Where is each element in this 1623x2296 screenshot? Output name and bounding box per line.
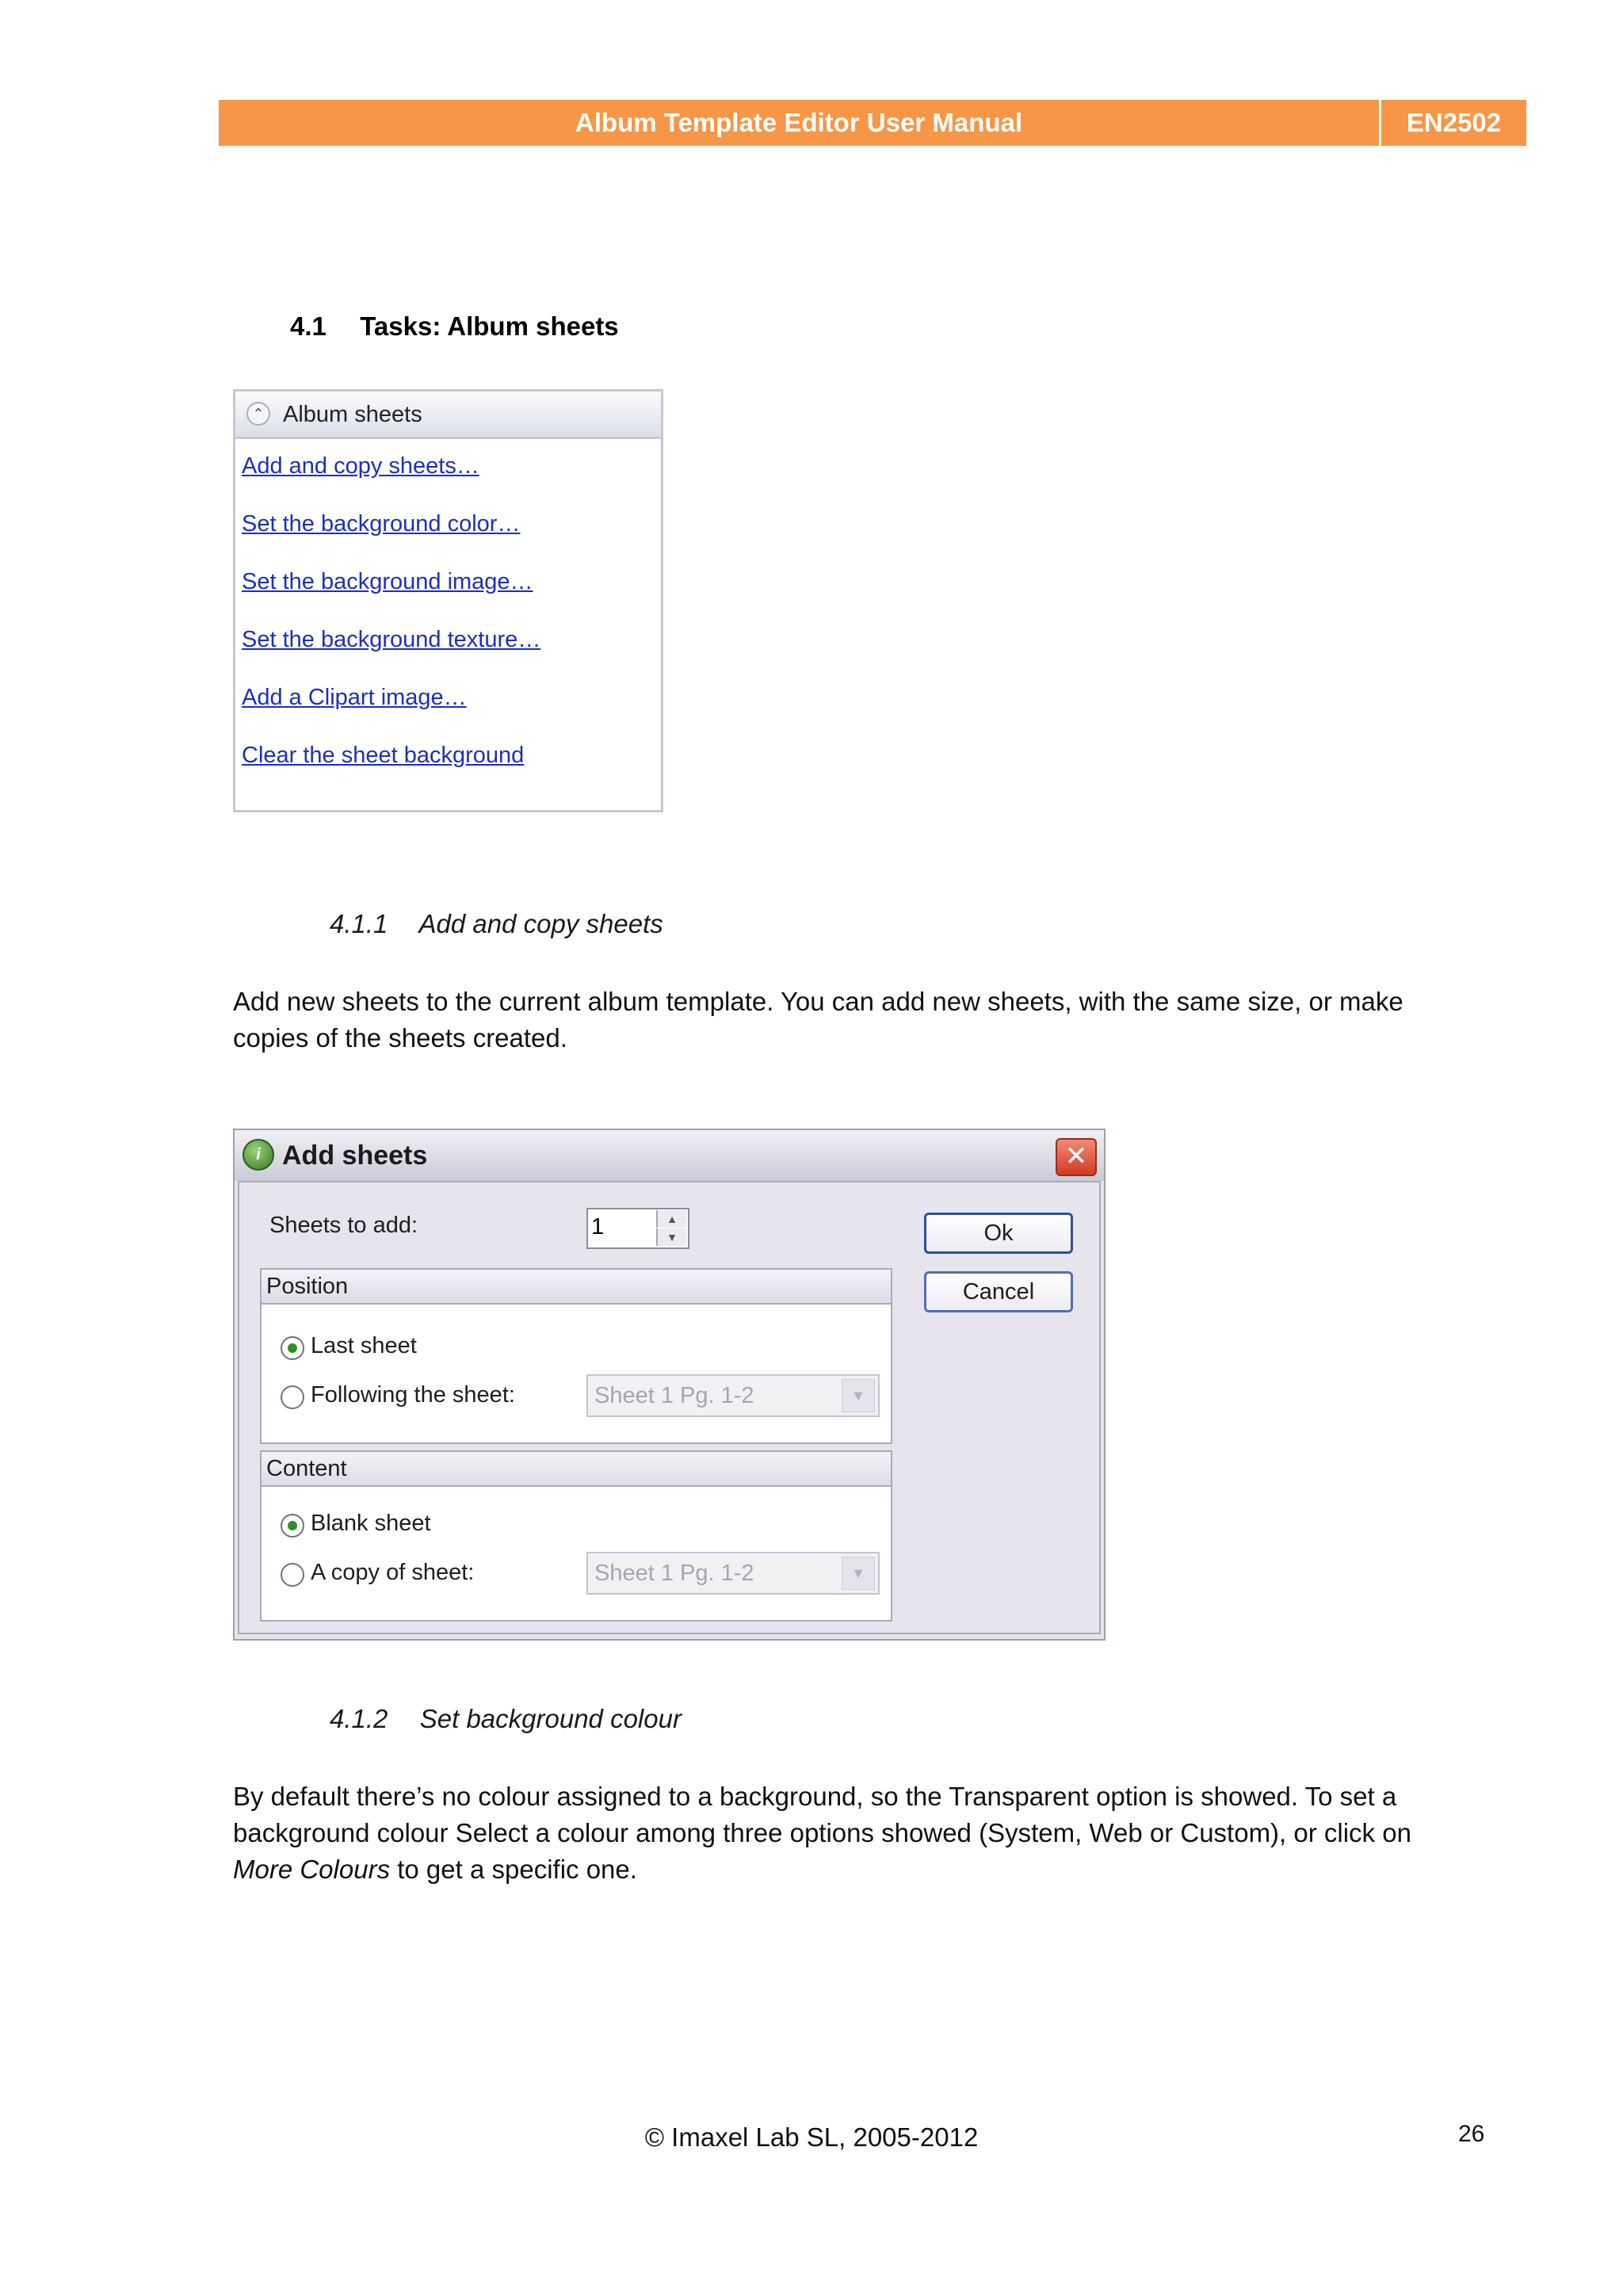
position-group-header	[262, 1270, 891, 1305]
paragraph-line: Add new sheets to the current album template. You can add new sheets, with the same size, or make	[233, 987, 1403, 1016]
paragraph-line: By default there’s no colour assigned to a background, so the Transparent option is showed. To set a	[233, 1782, 1397, 1811]
sheets-to-add-value[interactable]: 1	[591, 1214, 605, 1240]
radio-copy-of-sheet[interactable]	[281, 1563, 304, 1587]
sheets-to-add-label: Sheets to add:	[269, 1213, 418, 1238]
add-sheets-dialog	[233, 1129, 1106, 1641]
section-number: 4.1	[290, 311, 327, 341]
section-title: Tasks: Album sheets	[360, 311, 619, 341]
paragraph-line: copies of the sheets created.	[233, 1023, 567, 1052]
subsection-title: Set background colour	[419, 1704, 682, 1733]
album-sheets-panel	[233, 389, 663, 812]
app-logo-icon: i	[242, 1139, 274, 1171]
header-document-code: EN2502	[1406, 108, 1502, 137]
subsection-title: Add and copy sheets	[418, 909, 663, 938]
radio-following-sheet-label[interactable]: Following the sheet:	[311, 1382, 515, 1408]
collapse-chevron-icon[interactable]: ⌃	[246, 402, 270, 426]
radio-blank-sheet-label[interactable]: Blank sheet	[311, 1511, 431, 1536]
link-set-background-texture[interactable]: Set the background texture…	[242, 627, 541, 652]
paragraph-line: background colour Select a colour among three options showed (System, Web or Custom), or click on	[233, 1818, 1411, 1847]
cancel-button[interactable]: Cancel	[924, 1271, 1073, 1312]
subsection-heading-2	[330, 1704, 682, 1734]
section-heading	[290, 311, 619, 342]
paragraph-background-colour	[233, 1778, 1564, 1888]
ok-button[interactable]: Ok	[924, 1213, 1073, 1254]
content-group-title: Content	[266, 1456, 347, 1481]
paragraph-line-rest: to get a specific one.	[390, 1855, 637, 1884]
content-sheet-select[interactable]	[586, 1552, 880, 1595]
chevron-down-icon[interactable]: ▼	[842, 1557, 875, 1590]
radio-blank-sheet[interactable]	[281, 1514, 304, 1538]
radio-copy-of-sheet-label[interactable]: A copy of sheet:	[311, 1560, 475, 1585]
header-title: Album Template Editor User Manual	[575, 108, 1023, 137]
content-group-header	[262, 1452, 891, 1487]
subsection-number: 4.1.1	[330, 909, 388, 938]
spin-down-icon[interactable]: ▼	[656, 1228, 686, 1246]
close-icon[interactable]: ✕	[1056, 1138, 1097, 1176]
position-group	[260, 1268, 892, 1444]
subsection-number: 4.1.2	[330, 1704, 388, 1733]
radio-last-sheet-label[interactable]: Last sheet	[311, 1333, 417, 1358]
subsection-heading-1	[330, 909, 663, 939]
dialog-body	[238, 1181, 1101, 1634]
link-set-background-image[interactable]: Set the background image…	[242, 569, 533, 594]
emphasis-more-colours: More Colours	[233, 1855, 391, 1884]
radio-last-sheet[interactable]	[281, 1336, 304, 1360]
chevron-down-icon[interactable]: ▼	[842, 1379, 875, 1412]
page-number: 26	[1458, 2121, 1485, 2147]
link-add-clipart-image[interactable]: Add a Clipart image…	[242, 685, 467, 710]
radio-selected-dot	[288, 1343, 297, 1353]
content-group	[260, 1450, 892, 1622]
footer-copyright: © Imaxel Lab SL, 2005-2012	[644, 2122, 979, 2152]
link-clear-sheet-background[interactable]: Clear the sheet background	[242, 743, 525, 768]
link-add-copy-sheets[interactable]: Add and copy sheets…	[242, 453, 479, 479]
content-sheet-select-value: Sheet 1 Pg. 1-2	[594, 1561, 754, 1586]
album-panel-title: Album sheets	[283, 402, 422, 427]
dialog-title: Add sheets	[282, 1140, 428, 1171]
position-group-title: Position	[266, 1274, 349, 1299]
link-set-background-color[interactable]: Set the background color…	[242, 511, 521, 537]
document-header	[219, 100, 1526, 146]
sheets-to-add-stepper[interactable]	[586, 1208, 689, 1249]
radio-following-sheet[interactable]	[281, 1385, 304, 1409]
position-sheet-select-value: Sheet 1 Pg. 1-2	[594, 1383, 754, 1408]
paragraph-add-copy	[233, 984, 1564, 1056]
radio-selected-dot	[288, 1521, 297, 1530]
album-panel-header[interactable]	[235, 392, 661, 439]
position-sheet-select[interactable]	[586, 1374, 880, 1417]
dialog-titlebar[interactable]	[235, 1130, 1104, 1181]
paragraph-line	[233, 1851, 1564, 1888]
spin-up-icon[interactable]: ▲	[656, 1210, 686, 1228]
